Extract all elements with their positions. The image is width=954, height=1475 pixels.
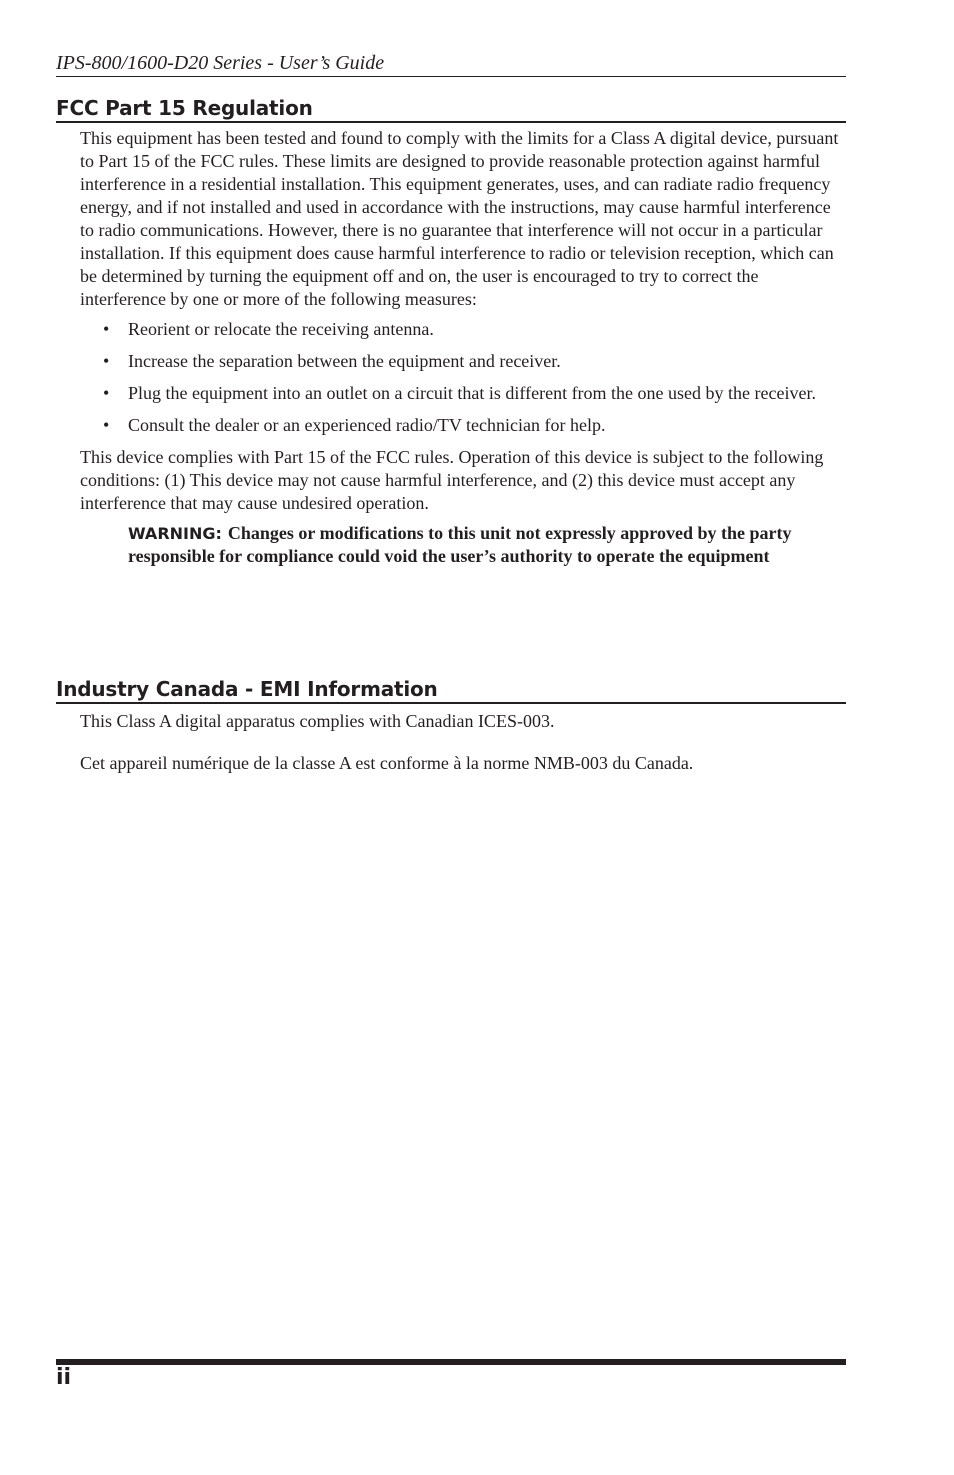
fcc-heading: FCC Part 15 Regulation [56, 96, 846, 123]
fcc-intro-paragraph: This equipment has been tested and found to comply with the limits for a Class A digital device, pursuant to Part 15 of the FCC rules. These limits are designed to provide reasonable protection against harmful interference in a residential installation. This equipment generates, uses, and can radiate radio frequency energy, and if not installed and used in accordance with the instructions, may cause harmful interference to radio communications. However, there is no guarantee that interference will not occur in a particular installation. If this equipment does cause harmful interference to radio or television reception, which can be determined by turning the equipment off and on, the user is encouraged to try to correct the interference by one or more of the following measures: [80, 128, 839, 309]
canada-section [56, 677, 846, 775]
warning-text: Changes or modifications to this unit not expressly approved by the party responsible for compliance could void the user’s authority to operate the equipment [128, 523, 792, 566]
list-item [80, 318, 846, 341]
list-item-text: Plug the equipment into an outlet on a circuit that is different from the one used by the receiver. [128, 383, 816, 403]
footer-rule [56, 1359, 846, 1365]
fcc-compliance-paragraph: This device complies with Part 15 of the FCC rules. Operation of this device is subject to the following conditions: (1) This device may not cause harmful interference, and (2) this device must accept any interference that may cause undesired operation. [80, 447, 824, 513]
canada-english-paragraph: This Class A digital apparatus complies with Canadian ICES-003. [80, 711, 555, 731]
list-item-text: Increase the separation between the equipment and receiver. [128, 351, 561, 371]
canada-body [80, 710, 846, 775]
warning-label: WARNING: [128, 524, 222, 543]
canada-french-paragraph: Cet appareil numérique de la classe A est conforme à la norme NMB-003 du Canada. [80, 753, 694, 773]
list-item [80, 382, 846, 405]
fcc-body [80, 127, 846, 568]
warning-note [128, 522, 846, 568]
list-item-text: Consult the dealer or an experienced radio/TV technician for help. [128, 415, 606, 435]
bullet-icon: • [103, 319, 110, 339]
bullet-icon: • [103, 383, 110, 403]
list-item [80, 350, 846, 373]
list-item-text: Reorient or relocate the receiving antenna. [128, 319, 434, 339]
canada-heading: Industry Canada - EMI Information [56, 677, 846, 704]
page-number: ii [56, 1365, 72, 1390]
bullet-icon: • [103, 351, 110, 371]
running-header [56, 50, 846, 77]
list-item [80, 414, 846, 437]
fcc-section [56, 96, 846, 568]
bullet-icon: • [103, 415, 110, 435]
document-title: IPS-800/1600-D20 Series - User’s Guide [56, 52, 385, 74]
measures-list [80, 318, 846, 437]
